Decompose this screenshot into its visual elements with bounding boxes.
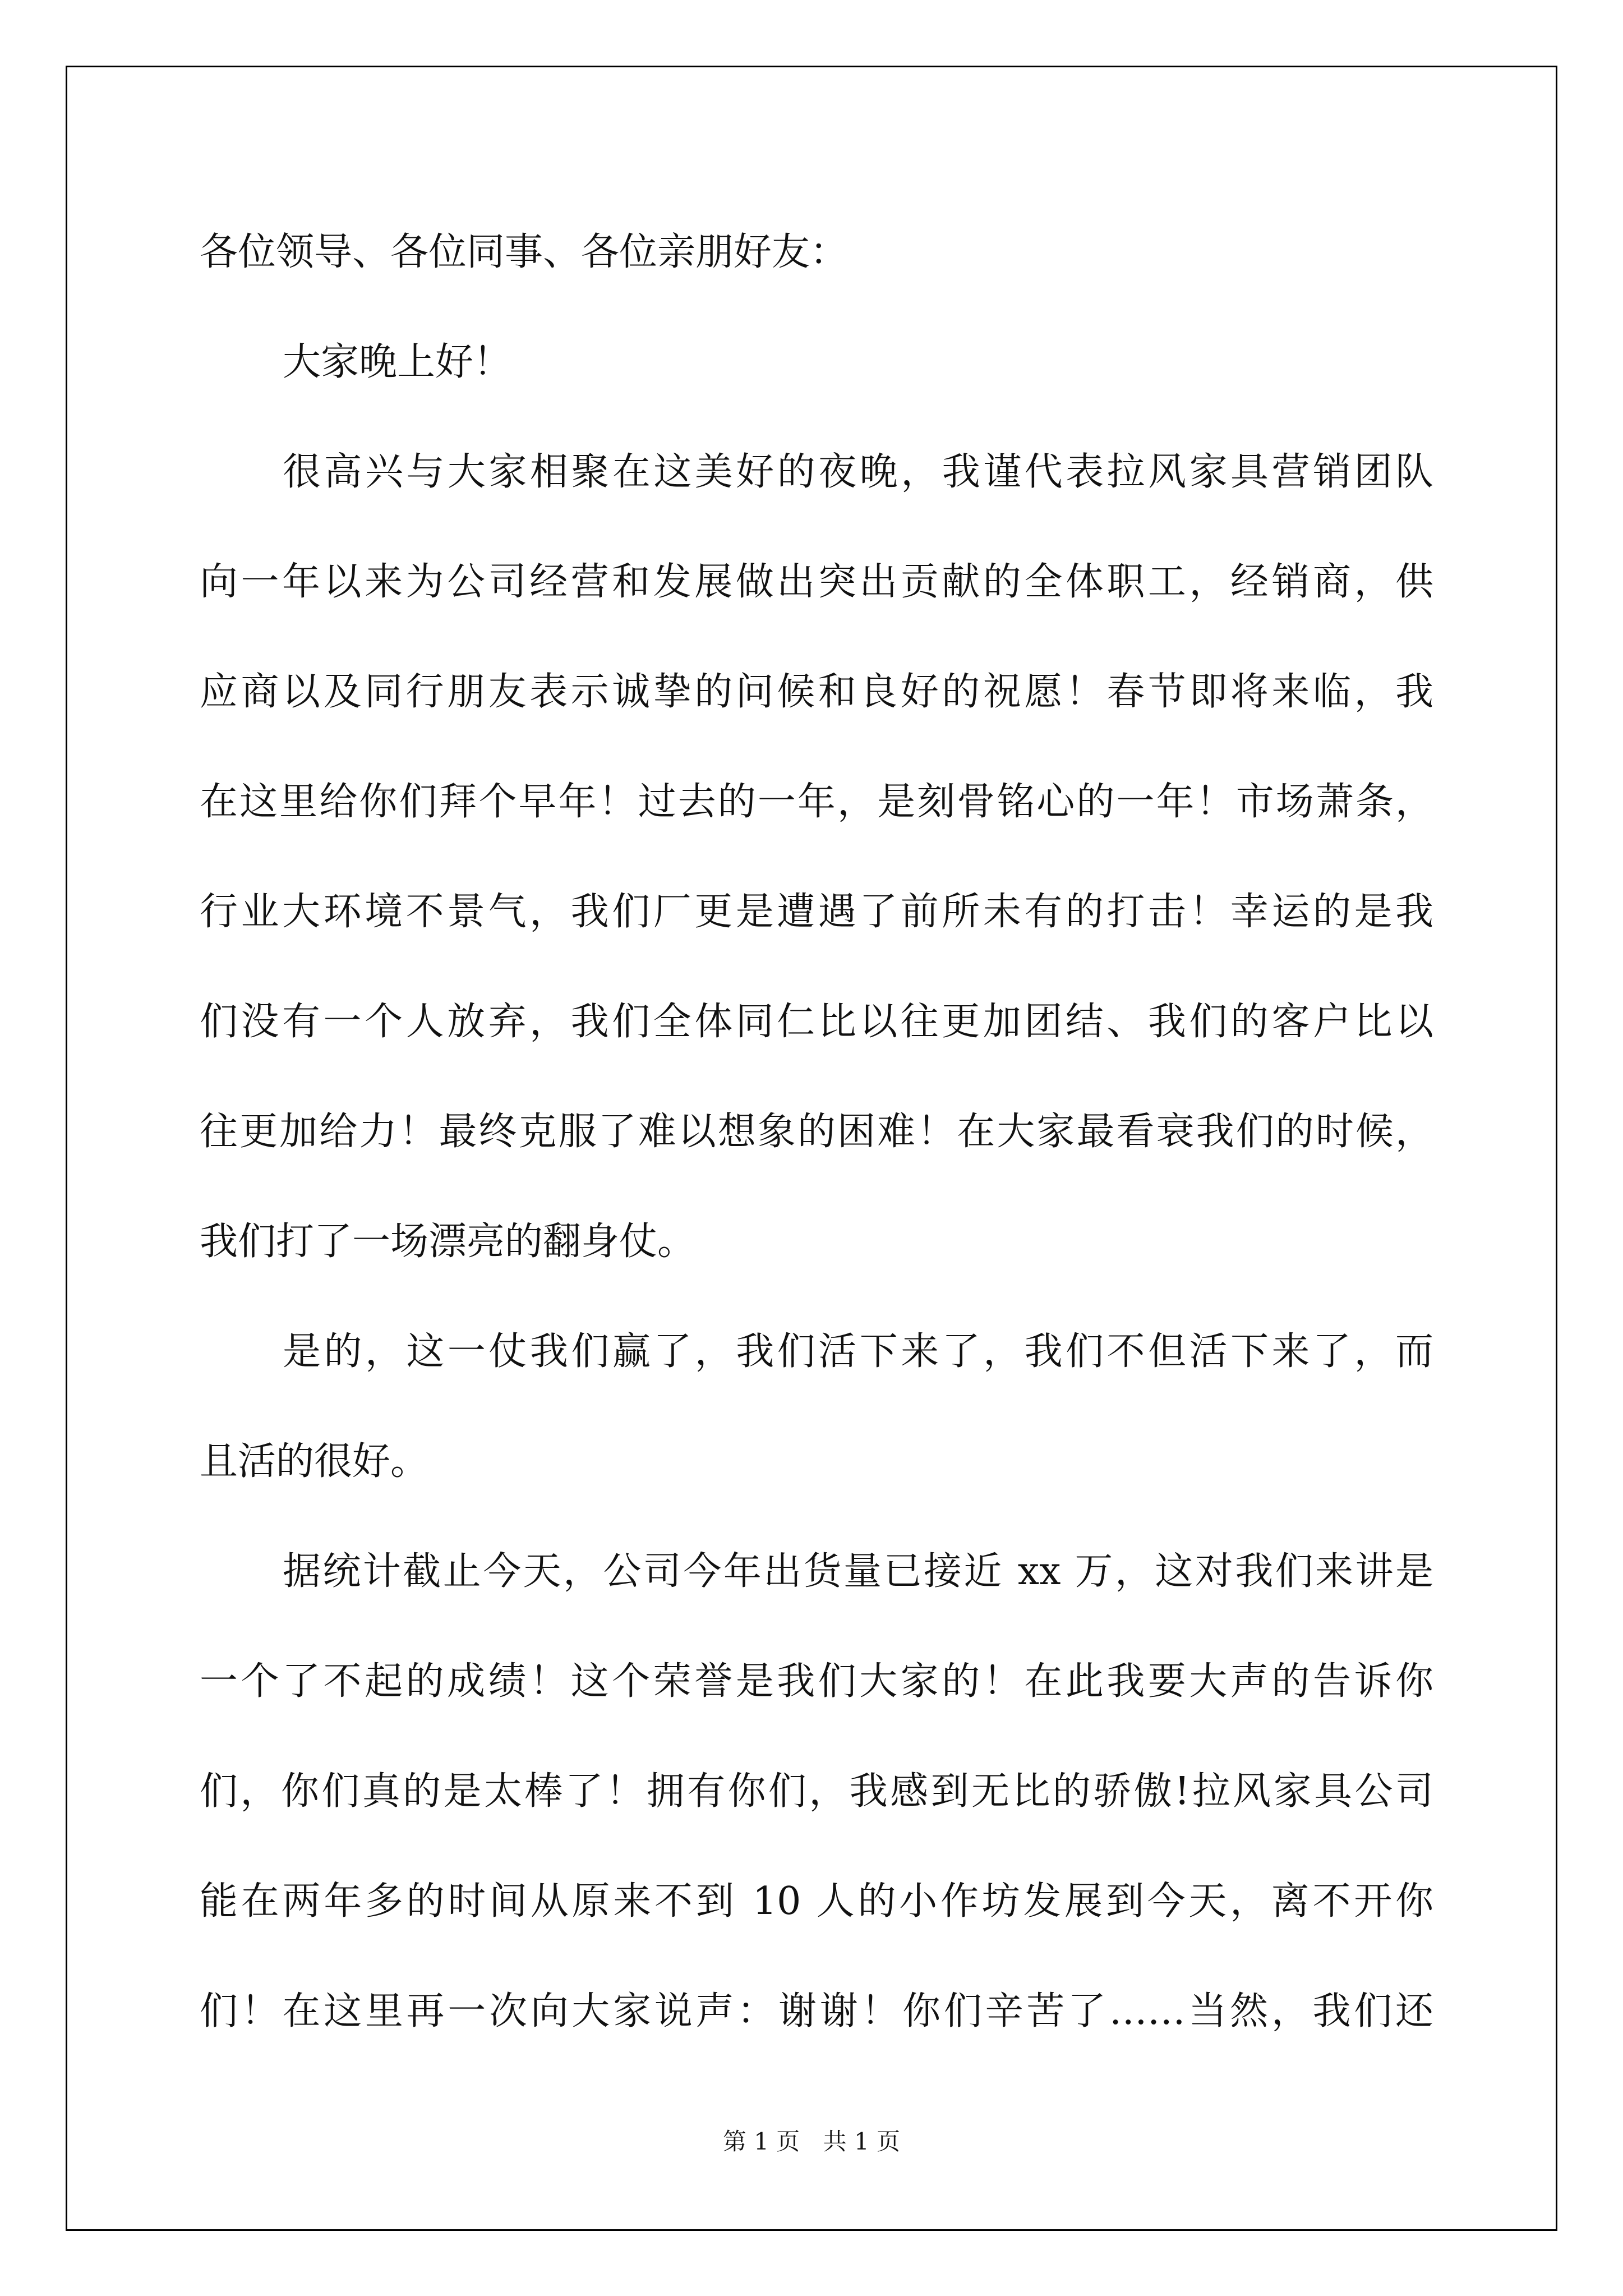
page-footer — [0, 2125, 1623, 2159]
text-line: 们！在这里再一次向大家说声：谢谢！你们辛苦了……当然，我们还 — [200, 1989, 1433, 2033]
text-line: 一个了不起的成绩！这个荣誉是我们大家的！在此我要大声的告诉你 — [200, 1659, 1433, 1704]
text-line: 们没有一个人放弃，我们全体同仁比以往更加团结、我们的客户比以 — [200, 1000, 1433, 1044]
total-pages-label: 共 1 页 — [823, 2128, 901, 2155]
text-line: 我们打了一场漂亮的翻身仗。 — [200, 1220, 696, 1264]
text-line: 据统计截止今天，公司今年出货量已接近 xx 万，这对我们来讲是 — [283, 1549, 1433, 1594]
text-line: 很高兴与大家相聚在这美好的夜晚，我谨代表拉风家具营销团队 — [283, 450, 1433, 494]
current-page-label: 第 1 页 — [722, 2128, 800, 2155]
text-line: 应商以及同行朋友表示诚挚的问候和良好的祝愿！春节即将来临，我 — [200, 670, 1433, 714]
text-line-greeting: 大家晚上好！ — [283, 340, 512, 384]
text-line: 往更加给力！最终克服了难以想象的困难！在大家最看衰我们的时候， — [200, 1110, 1433, 1154]
text-line: 且活的很好。 — [200, 1439, 429, 1484]
text-line: 行业大环境不景气，我们厂更是遭遇了前所未有的打击！幸运的是我 — [200, 890, 1433, 934]
text-line-salutation: 各位领导、各位同事、各位亲朋好友： — [200, 230, 849, 274]
text-line: 向一年以来为公司经营和发展做出突出贡献的全体职工，经销商，供 — [200, 560, 1433, 604]
text-line: 们，你们真的是太棒了！拥有你们，我感到无比的骄傲!拉风家具公司 — [200, 1769, 1433, 1814]
document-body — [200, 219, 1433, 2088]
text-line: 在这里给你们拜个早年！过去的一年，是刻骨铭心的一年！市场萧条， — [200, 780, 1433, 824]
text-line: 能在两年多的时间从原来不到 10 人的小作坊发展到今天，离不开你 — [200, 1879, 1433, 1924]
text-line: 是的，这一仗我们赢了，我们活下来了，我们不但活下来了，而 — [283, 1329, 1433, 1374]
